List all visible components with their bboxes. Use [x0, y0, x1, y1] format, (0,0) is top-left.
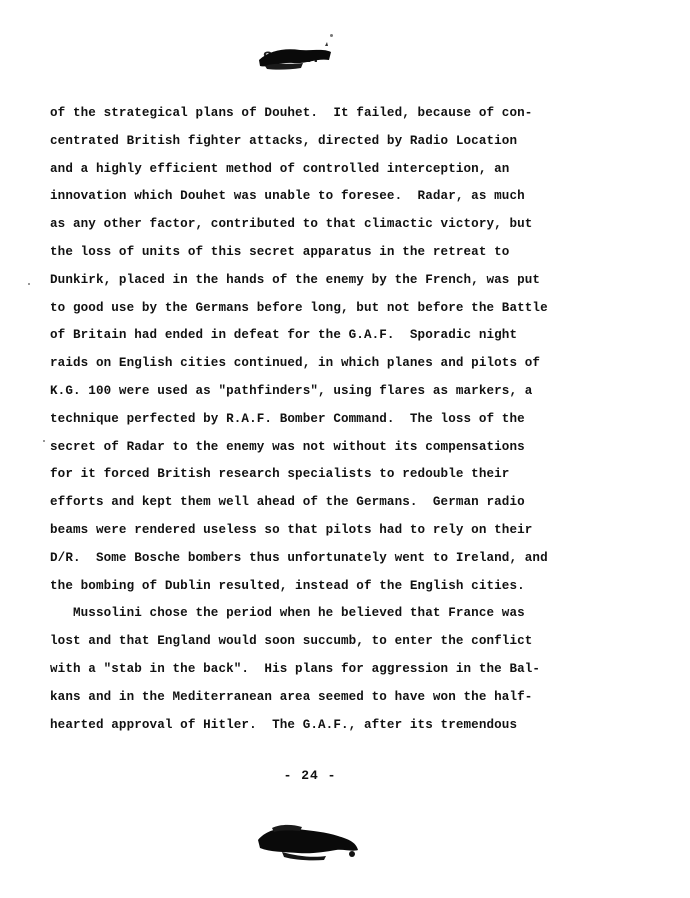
- text-line: centrated British fighter attacks, directed by Radio Location: [50, 133, 518, 148]
- text-line: lost and that England would soon succumb, to enter the conflict: [50, 634, 533, 649]
- text-line: efforts and kept them well ahead of the Germans. German radio: [50, 495, 525, 510]
- text-line: technique perfected by R.A.F. Bomber Command. The loss of the: [50, 411, 525, 426]
- text-line: with a "stab in the back". His plans for aggression in the Bal-: [50, 661, 541, 676]
- text-line: kans and in the Mediterranean area seemed to have won the half-: [50, 689, 533, 704]
- text-line: of Britain had ended in defeat for the G.A.F. Sporadic night: [50, 328, 518, 343]
- stray-ink-dot: [330, 34, 333, 37]
- text-line: the loss of units of this secret apparatus in the retreat to: [50, 244, 510, 259]
- text-line: hearted approval of Hitler. The G.A.F., after its tremendous: [50, 717, 518, 732]
- text-line: raids on English cities continued, in which planes and pilots of: [50, 356, 541, 371]
- text-line: secret of Radar to the enemy was not without its compensations: [50, 439, 525, 454]
- body-text: [50, 100, 650, 739]
- paragraph-2: [50, 600, 650, 739]
- page-number: - 24 -: [283, 768, 337, 783]
- text-line: innovation which Douhet was unable to foresee. Radar, as much: [50, 189, 525, 204]
- text-line: Mussolini chose the period when he believed that France was: [50, 606, 525, 621]
- text-line: beams were rendered useless so that pilots had to rely on their: [50, 522, 533, 537]
- text-line: K.G. 100 were used as "pathfinders", using flares as markers, a: [50, 383, 533, 398]
- stray-ink-dot: [43, 440, 45, 442]
- text-line: as any other factor, contributed to that climactic victory, but: [50, 217, 533, 232]
- security-stamp-redaction: [255, 38, 335, 76]
- text-line: Dunkirk, placed in the hands of the enemy by the French, was put: [50, 272, 541, 287]
- paragraph-1: [50, 100, 650, 600]
- text-line: D/R. Some Bosche bombers thus unfortunately went to Ireland, and: [50, 550, 548, 565]
- stray-ink-dot: [28, 283, 30, 285]
- text-line: for it forced British research specialists to redouble their: [50, 467, 510, 482]
- text-line: of the strategical plans of Douhet. It failed, because of con-: [50, 106, 533, 120]
- text-line: the bombing of Dublin resulted, instead of the English cities.: [50, 578, 525, 593]
- text-line: to good use by the Germans before long, but not before the Battle: [50, 300, 548, 315]
- bottom-redaction-mark: [252, 820, 362, 862]
- text-line: and a highly efficient method of controlled interception, an: [50, 161, 510, 176]
